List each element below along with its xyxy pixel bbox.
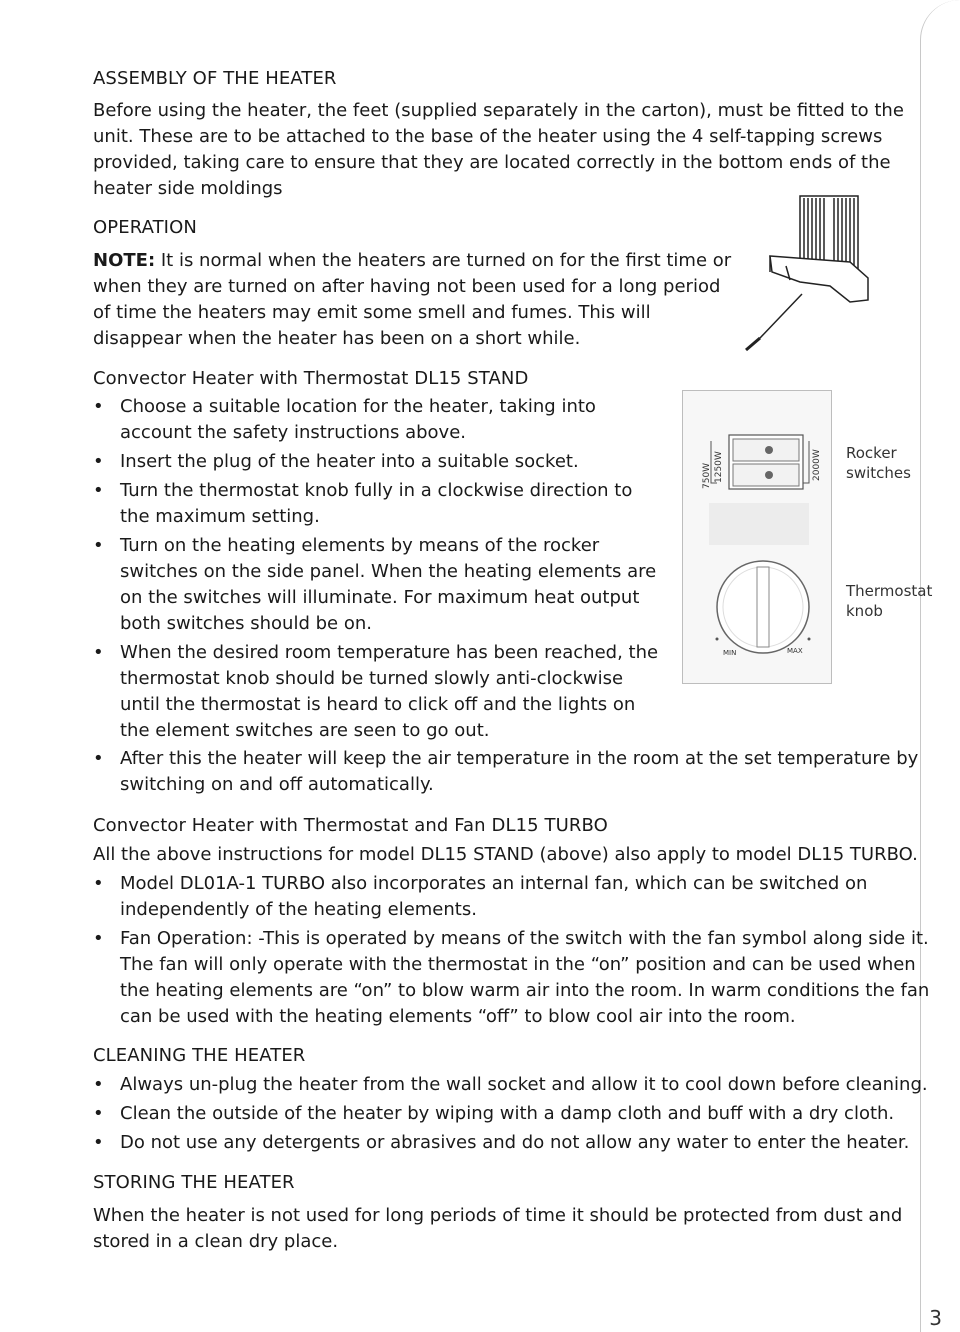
label-min: MIN [723, 649, 737, 657]
storing-text: When the heater is not used for long periods of time it should be protected from dust and stored in a clean dry place. [93, 1205, 903, 1252]
list-item: • Choose a suitable location for the heater, taking into account the safety instructions above. [93, 394, 663, 446]
cleaning-heading: CLEANING THE HEATER [93, 1045, 306, 1066]
list-item: • Model DL01A-1 TURBO also incorporates an internal fan, which can be switched on independently of the heating elements. [93, 871, 933, 923]
assembly-text: Before using the heater, the feet (supplied separately in the carton), must be fitted to the unit. These are to be attached to the base of the heater using the 4 self-tapping screws provided, taking care to ensure that they are located correctly in the bottom ends of the heater side moldings [93, 100, 904, 199]
page-number: 3 [929, 1306, 942, 1330]
label-1250w: 1250W [714, 451, 724, 483]
operation-heading: OPERATION [93, 217, 197, 238]
list-item: • After this the heater will keep the air temperature in the room at the set temperature by switching on and off automatically. [93, 746, 933, 798]
label-750w: 750W [702, 462, 712, 489]
stand-bullets [93, 394, 663, 747]
cleaning-bullets [93, 1072, 943, 1159]
note-text: It is normal when the heaters are turned on for the first time or when they are turned on after having not been used for a long period of time the heaters may emit some smell and fumes. This will disappear when the heater has been on a short while. [93, 250, 732, 349]
foot-assembly-illustration [740, 190, 880, 360]
list-item: • Always un-plug the heater from the wall socket and allow it to cool down before cleaning. [93, 1072, 943, 1098]
list-item: • Insert the plug of the heater into a suitable socket. [93, 449, 663, 475]
operation-note [93, 248, 733, 352]
label-2000w: 2000W [812, 449, 822, 481]
rocker-switches-callout: Rocker switches [846, 444, 911, 482]
storing-heading: STORING THE HEATER [93, 1172, 295, 1193]
list-item: • Fan Operation: -This is operated by means of the switch with the fan symbol along side it. The fan will only operate with the thermostat in the “on” position and can be used when the heating elements are “on” to blow warm air into the room. In warm conditions the fan can be used with the heating elements “off” to blow cool air into the room. [93, 926, 933, 1030]
thermostat-knob-callout: Thermostat knob [846, 582, 933, 620]
assembly-heading: ASSEMBLY OF THE HEATER [93, 68, 337, 89]
stand-bullets-continued [93, 746, 933, 801]
list-item: • Turn the thermostat knob fully in a clockwise direction to the maximum setting. [93, 478, 663, 530]
turbo-heading: Convector Heater with Thermostat and Fan DL15 TURBO [93, 815, 608, 836]
control-panel-drawing [683, 391, 833, 685]
list-item: • Do not use any detergents or abrasives and do not allow any water to enter the heater. [93, 1130, 943, 1156]
note-label: NOTE: [93, 250, 156, 271]
list-item: • When the desired room temperature has been reached, the thermostat knob should be turned slowly anti-clockwise until the thermostat is heard to click off and the lights on the element switches are seen to go out. [93, 640, 663, 744]
turbo-bullets [93, 871, 933, 1033]
list-item: • Turn on the heating elements by means of the rocker switches on the side panel. When the heating elements are on the switches will illuminate. For maximum heat output both switches should be on. [93, 533, 663, 637]
control-panel-illustration [682, 390, 832, 684]
stand-heading: Convector Heater with Thermostat DL15 STAND [93, 368, 529, 389]
list-item: • Clean the outside of the heater by wiping with a damp cloth and buff with a dry cloth. [93, 1101, 943, 1127]
turbo-intro: All the above instructions for model DL15 STAND (above) also apply to model DL15 TURBO. [93, 844, 918, 865]
label-max: MAX [787, 647, 803, 655]
